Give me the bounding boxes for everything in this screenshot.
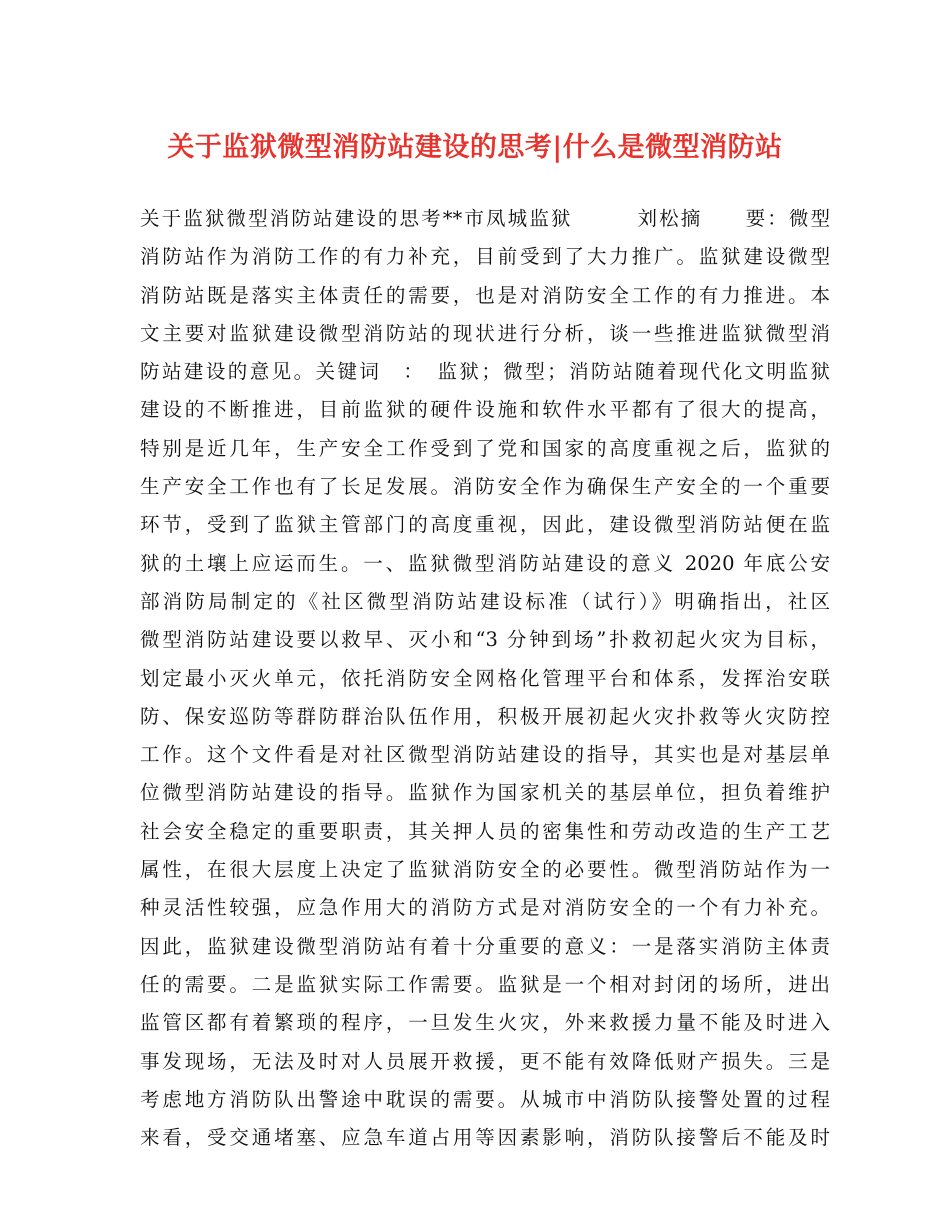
body-line: 建设的不断推进，目前监狱的硬件设施和软件水平都有了很大的提高，: [140, 398, 830, 422]
body-line: 微型消防站建设要以救早、灭小和“3 分钟到场”扑救初起火灾为目标，: [140, 628, 830, 652]
body-line: 生产安全工作也有了长足发展。消防安全作为确保生产安全的一个重要: [140, 475, 830, 499]
body-line: 监管区都有着繁琐的程序，一旦发生火灾，外来救援力量不能及时进入: [140, 1011, 830, 1035]
body-line: 防站建设的意见。关键词 ： 监狱；微型；消防站随着现代化文明监狱: [140, 360, 830, 384]
body-line: 因此，监狱建设微型消防站有着十分重要的意义：一是落实消防主体责: [140, 934, 830, 958]
body-line: 消防站既是落实主体责任的需要，也是对消防安全工作的有力推进。本: [140, 283, 830, 307]
body-line: 属性，在很大层度上决定了监狱消防安全的必要性。微型消防站作为一: [140, 858, 830, 882]
body-line: 任的需要。二是监狱实际工作需要。监狱是一个相对封闭的场所，进出: [140, 972, 830, 996]
body-line: 狱的土壤上应运而生。一、监狱微型消防站建设的意义 2020 年底公安: [140, 551, 830, 575]
body-line: 划定最小灭火单元，依托消防安全网格化管理平台和体系，发挥治安联: [140, 666, 830, 690]
body-line: 考虑地方消防队出警途中耽误的需要。从城市中消防队接警处置的过程: [140, 1087, 830, 1111]
body-line: 关于监狱微型消防站建设的思考**市凤城监狱 刘松摘 要：微型: [140, 207, 830, 230]
body-line: 事发现场，无法及时对人员展开救援，更不能有效降低财产损失。三是: [140, 1049, 830, 1073]
body-line: 社会安全稳定的重要职责，其关押人员的密集性和劳动改造的生产工艺: [140, 819, 830, 843]
body-line: 部消防局制定的《社区微型消防站建设标准（试行）》明确指出，社区: [140, 589, 830, 613]
body-line: 环节，受到了监狱主管部门的高度重视，因此，建设微型消防站便在监: [140, 513, 830, 537]
body-line: 工作。这个文件看是对社区微型消防站建设的指导，其实也是对基层单: [140, 743, 830, 767]
body-line: 消防站作为消防工作的有力补充，目前受到了大力推广。监狱建设微型: [140, 245, 830, 269]
body-line: 种灵活性较强，应急作用大的消防方式是对消防安全的一个有力补充。: [140, 896, 830, 920]
body-line: 特别是近几年，生产安全工作受到了党和国家的高度重视之后，监狱的: [140, 436, 830, 460]
body-line: 文主要对监狱建设微型消防站的现状进行分析，谈一些推进监狱微型消: [140, 321, 830, 345]
document-title: 关于监狱微型消防站建设的思考|什么是微型消防站: [167, 132, 783, 163]
document-body: [140, 200, 830, 1157]
body-line: 来看，受交通堵塞、应急车道占用等因素影响，消防队接警后不能及时: [140, 1126, 830, 1150]
body-line: 防、保安巡防等群防群治队伍作用，积极开展初起火灾扑救等火灾防控: [140, 704, 830, 728]
body-line: 位微型消防站建设的指导。监狱作为国家机关的基层单位，担负着维护: [140, 781, 830, 805]
